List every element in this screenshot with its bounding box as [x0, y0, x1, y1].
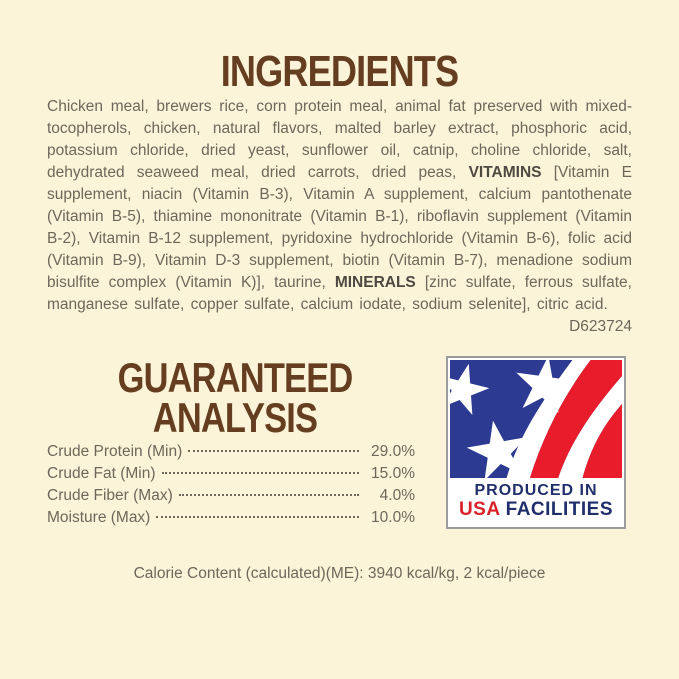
- row-label: Crude Fat (Min): [47, 465, 156, 482]
- row-value: 4.0%: [379, 487, 415, 504]
- ingredients-segment-3: [zinc sulfate, ferrous sulfate, manganese sulfate, copper sulfate, calcium iodate, sodium selenite], citric acid.: [47, 274, 632, 313]
- table-row: [47, 509, 415, 531]
- vitamins-keyword: VITAMINS: [468, 164, 542, 181]
- minerals-keyword: MINERALS: [334, 274, 416, 291]
- dot-leader: [162, 472, 359, 474]
- dot-leader: [179, 494, 359, 496]
- guaranteed-analysis-table: [47, 443, 415, 531]
- ingredients-segment-1: Chicken meal, brewers rice, corn protein meal, animal fat preserved with mixed-tocopherols, chicken, natural flavors, malted barley extract, phosphoric acid, potassium chloride, dried yeast, sunflower oil, catnip, choline chloride, salt, dehydrated seaweed meal, dried carrots, dried peas,: [47, 98, 632, 181]
- guaranteed-analysis-title-line1: GUARANTEED: [117, 354, 353, 401]
- usa-facilities-text: [459, 500, 613, 520]
- ingredients-paragraph: [47, 96, 632, 338]
- usa-text: USA: [458, 498, 500, 520]
- guaranteed-analysis-title: [81, 354, 389, 441]
- formula-code: D623724: [569, 318, 632, 335]
- ingredients-title: INGREDIENTS: [220, 47, 459, 96]
- calorie-content-statement: Calorie Content (calculated)(ME): 3940 kcal/kg, 2 kcal/piece: [133, 565, 546, 582]
- usa-flag-icon: [450, 360, 622, 478]
- table-row: [47, 487, 415, 509]
- produced-in-usa-badge: [446, 356, 626, 529]
- guaranteed-analysis-title-line2: ANALYSIS: [152, 394, 318, 441]
- row-label: Crude Protein (Min): [47, 443, 183, 460]
- produced-in-text: PRODUCED IN: [474, 482, 598, 500]
- usa-badge-caption: [448, 478, 624, 527]
- facilities-text: FACILITIES: [499, 498, 614, 520]
- ingredients-text: [47, 96, 632, 316]
- table-row: [47, 443, 415, 465]
- row-value: 29.0%: [371, 443, 415, 460]
- row-value: 10.0%: [371, 509, 415, 526]
- dot-leader: [156, 516, 359, 518]
- row-label: Crude Fiber (Max): [47, 487, 173, 504]
- row-value: 15.0%: [371, 465, 415, 482]
- ingredients-segment-2: [Vitamin E supplement, niacin (Vitamin B-3), Vitamin A supplement, calcium pantothenate (Vitamin B-5), thiamine mononitrate (Vitamin B-1), riboflavin supplement (Vitamin B-2), Vitamin B-12 supplement, pyridoxine hydrochloride (Vitamin B-6), folic acid (Vitamin B-9), Vitamin D-3 supplement, biotin (Vitamin B-7), menadione sodium bisulfite complex (Vitamin K)], taurine,: [47, 164, 632, 291]
- row-label: Moisture (Max): [47, 509, 151, 526]
- dot-leader: [188, 450, 359, 452]
- table-row: [47, 465, 415, 487]
